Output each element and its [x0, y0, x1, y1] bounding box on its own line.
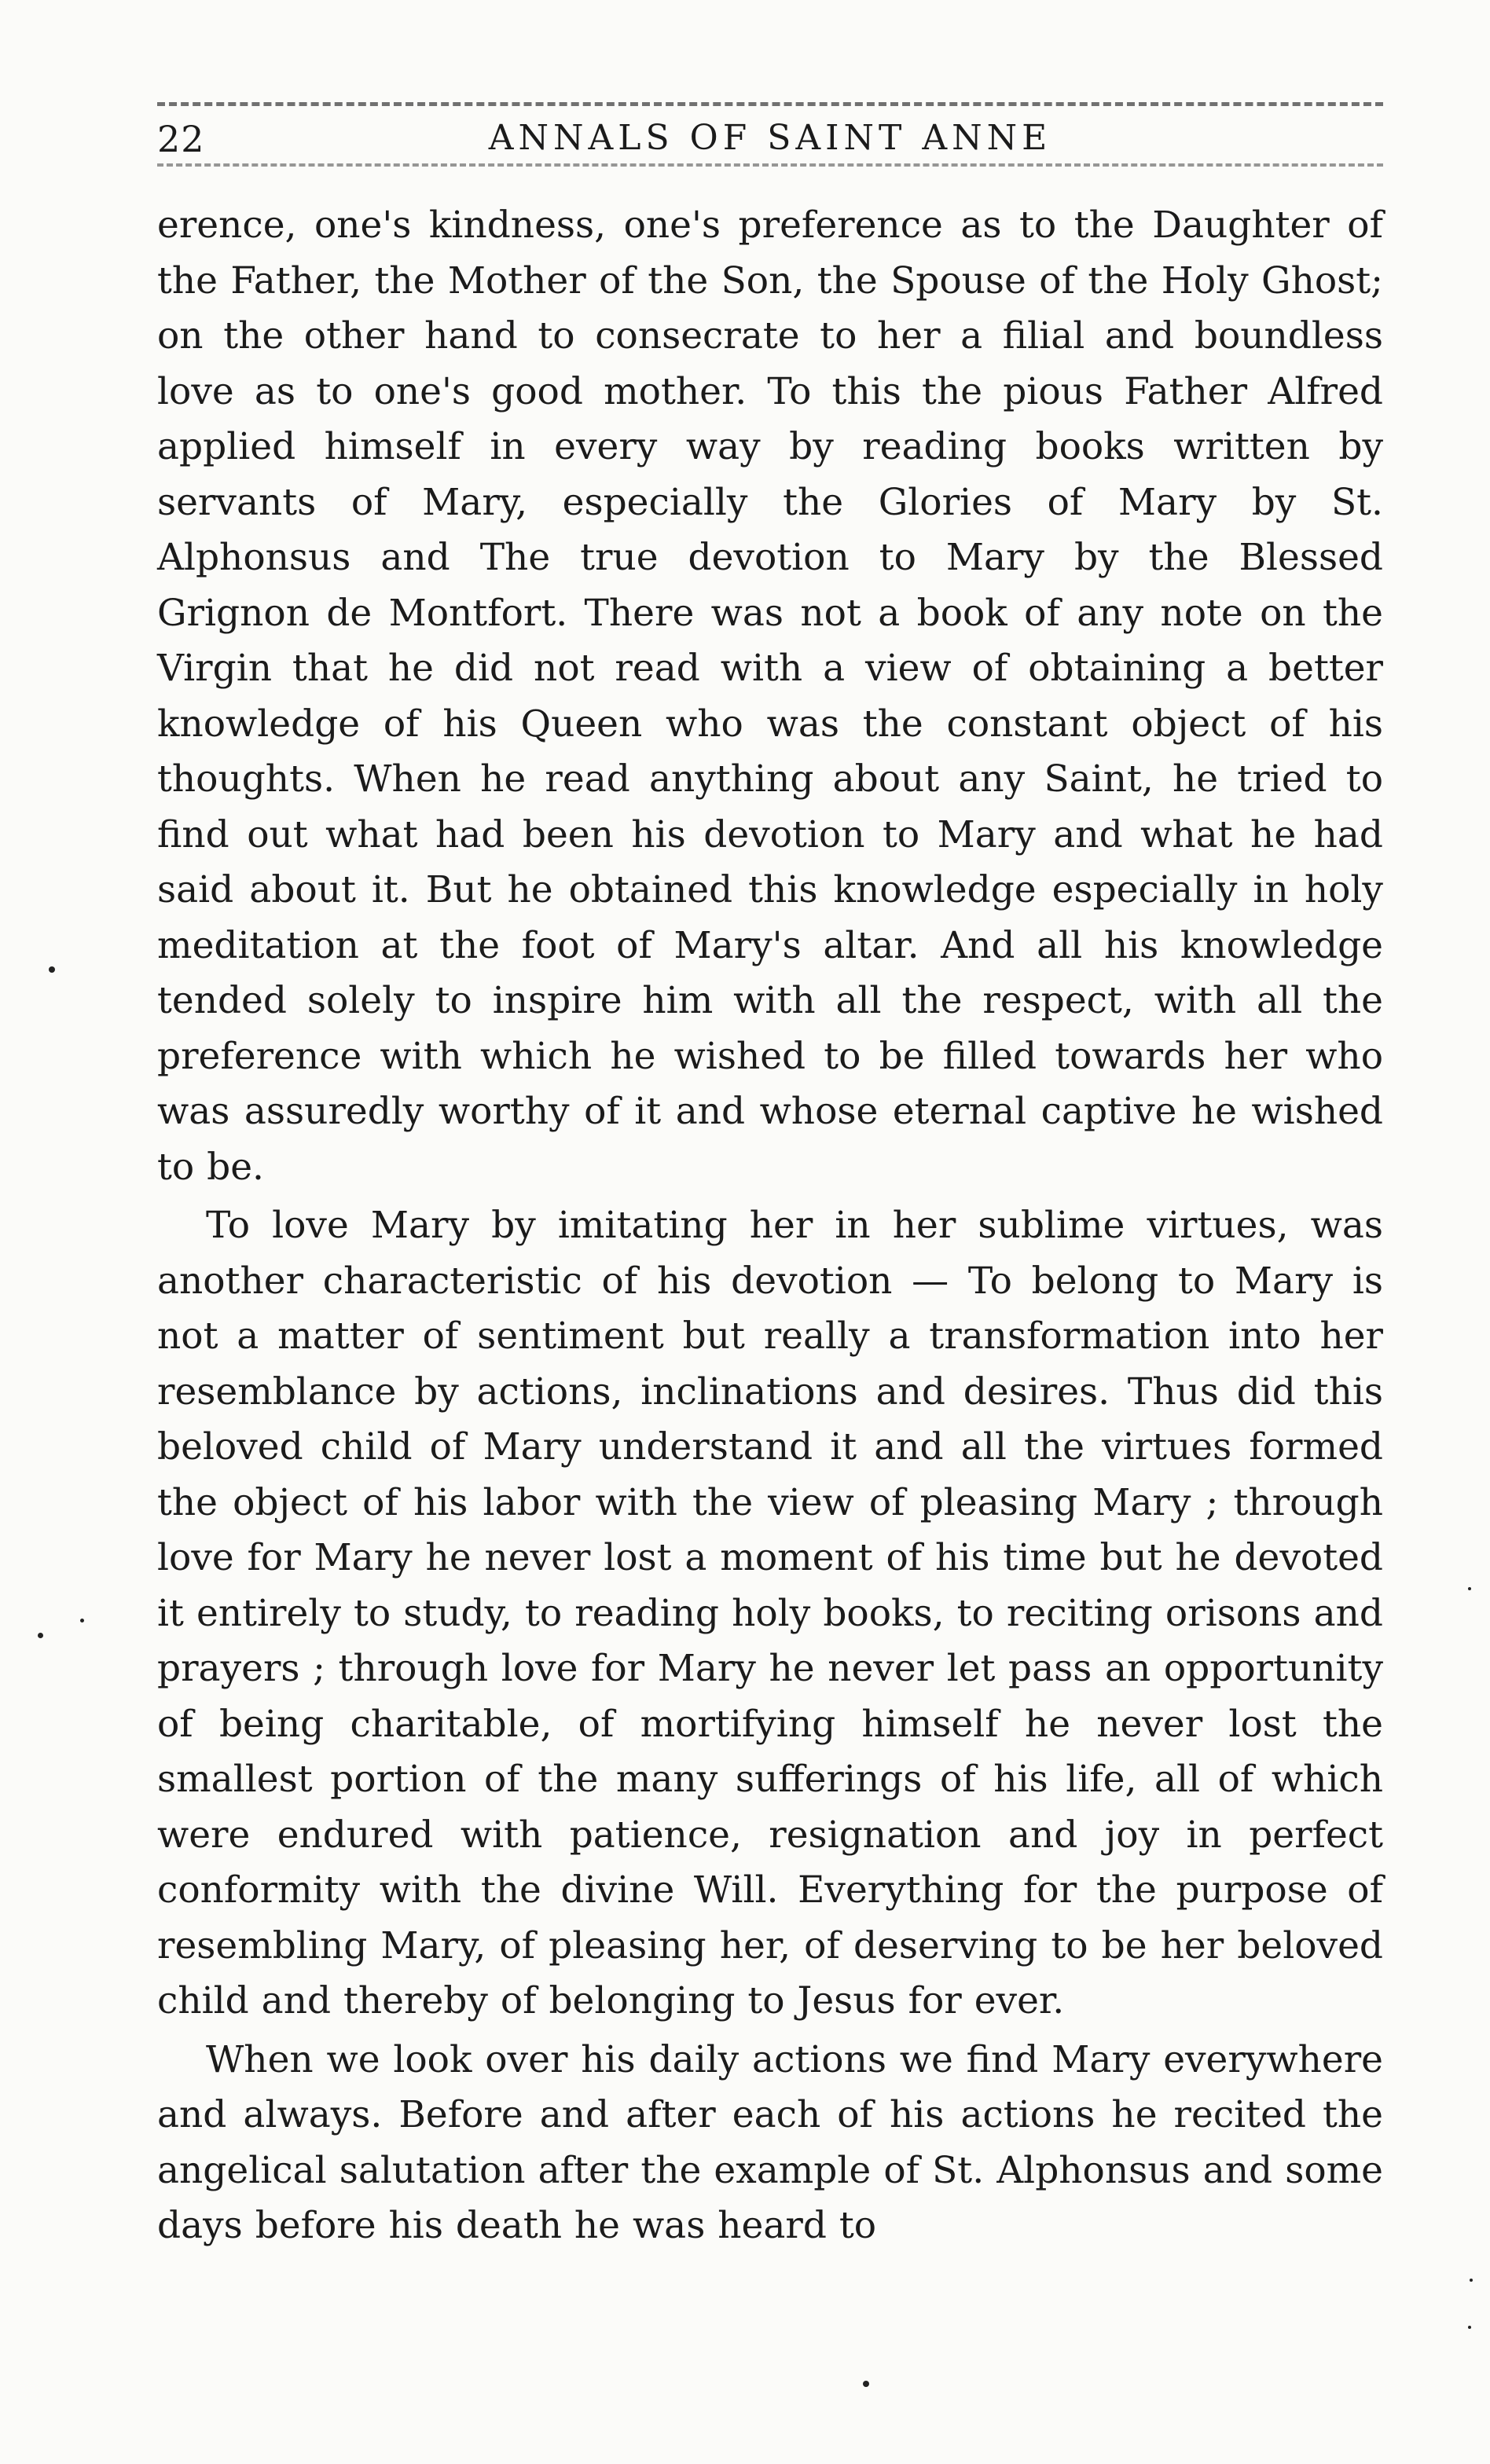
- paragraph-1: erence, one's kindness, one's preference as to the Daughter of the Father, the Mother of the Son, the Spouse of the Holy Ghost; on the other hand to consecrate to her a filial and boundless love as to one's good mother. To this the pious Father Alfred applied himself in every way by reading books written by servants of Mary, especially the Glories of Mary by St. Alphonsus and The true devotion to Mary by the Blessed Grignon de Montfort. There was not a book of any note on the Virgin that he did not read with a view of obtaining a better knowledge of his Queen who was the constant object of his thoughts. When he read anything about any Saint, he tried to find out what had been his devotion to Mary and what he had said about it. But he obtained this knowledge especially in holy meditation at the foot of Mary's altar. And all his knowledge tended solely to inspire him with all the respect, with all the preference with which he wished to be filled towards her who was assuredly worthy of it and whose eternal captive he wished to be.: [157, 204, 1383, 1189]
- body-text: [157, 198, 1383, 2254]
- paragraph-2: To love Mary by imitating her in her sublime virtues, was another characteristic of his devotion — To belong to Mary is not a matter of sentiment but really a transformation into her resemblance by actions, inclinations and desires. Thus did this beloved child of Mary understand it and all the virtues formed the object of his labor with the view of pleasing Mary ; through love for Mary he never lost a moment of his time but he devoted it entirely to study, to reading holy books, to reciting orisons and prayers ; through love for Mary he never let pass an opportunity of being charitable, of mortifying himself he never lost the smallest portion of the many sufferings of his life, all of which were endured with patience, resignation and joy in perfect conformity with the divine Will. Everything for the purpose of resembling Mary, of pleasing her, of deserving to be her beloved child and thereby of belonging to Jesus for ever.: [157, 1204, 1383, 2022]
- scan-speck: [49, 966, 55, 973]
- header-rule-top: [157, 102, 1383, 106]
- header-rule-bottom: [157, 163, 1383, 167]
- page-number: 22: [157, 118, 205, 160]
- paragraph-3: When we look over his daily actions we find Mary everywhere and always. Before and after each of his actions he recited the angelical salutation after the example of St. Alphonsus and some days before his death he was heard to: [157, 2037, 1383, 2247]
- scan-speck: [1470, 2279, 1473, 2282]
- scan-speck: [1468, 1587, 1471, 1590]
- scan-speck: [38, 1633, 43, 1638]
- page-header: [157, 118, 1383, 165]
- scan-speck: [80, 1619, 84, 1622]
- running-title: ANNALS OF SAINT ANNE: [488, 118, 1052, 158]
- scan-speck: [1468, 2326, 1471, 2329]
- scan-speck: [863, 2381, 869, 2387]
